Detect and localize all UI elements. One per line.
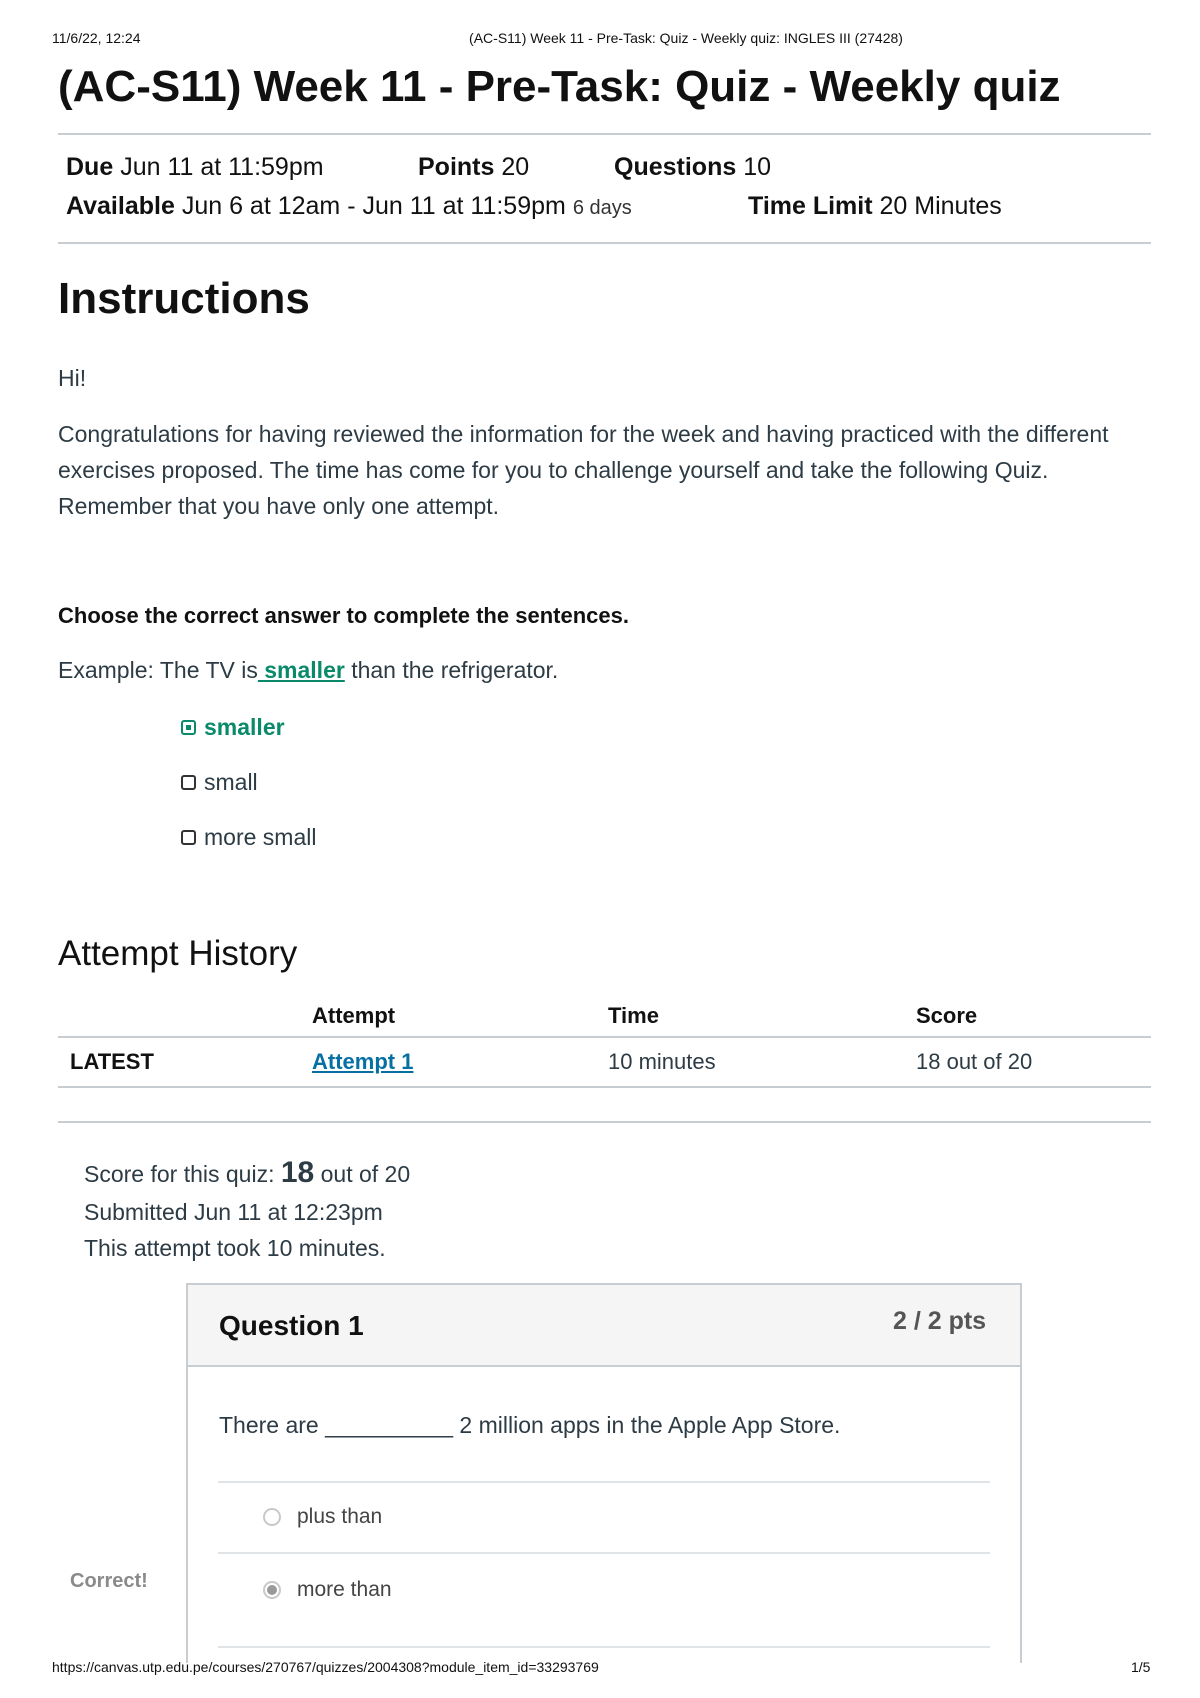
example-option-more-small (181, 824, 316, 851)
score-suffix: out of 20 (314, 1161, 411, 1187)
example-option-label: small (204, 769, 258, 795)
print-title: (AC-S11) Week 11 - Pre-Task: Quiz - Weekly quiz: INGLES III (27428) (469, 30, 903, 46)
question-title: Question 1 (219, 1310, 364, 1341)
example-prefix: Example: The TV is (58, 657, 258, 683)
answer-more-than (263, 1578, 392, 1602)
instructions-task: Choose the correct answer to complete the sentences. (58, 603, 629, 628)
attempt-duration: This attempt took 10 minutes. (84, 1235, 386, 1261)
history-divider (58, 1121, 1151, 1123)
answer-label: plus than (297, 1505, 383, 1528)
checkbox-icon (181, 830, 196, 845)
checked-box-icon (181, 720, 196, 735)
attempt-cell (300, 1037, 596, 1087)
submitted-time: Submitted Jun 11 at 12:23pm (84, 1199, 383, 1225)
questions-label: Questions (614, 153, 737, 181)
quiz-score (84, 1156, 410, 1190)
footer-page-number: 1/5 (1131, 1659, 1151, 1675)
due-meta (66, 153, 418, 182)
latest-tag: LATEST (58, 1037, 300, 1087)
questions-value: 10 (743, 153, 772, 181)
question-text: There are __________ 2 million apps in the Apple App Store. (219, 1412, 841, 1438)
example-option-small (181, 769, 258, 796)
footer-url: https://canvas.utp.edu.pe/courses/270767/quizzes/2004308?module_item_id=33293769 (52, 1659, 599, 1675)
questions-meta (614, 153, 771, 182)
answer-divider (218, 1646, 990, 1648)
available-duration: 6 days (572, 197, 632, 219)
column-header-score: Score (904, 996, 1151, 1037)
points-value: 20 (501, 153, 530, 181)
points-label: Points (418, 153, 495, 181)
quiz-meta-row-2 (66, 192, 1002, 221)
page-title: (AC-S11) Week 11 - Pre-Task: Quiz - Weekly quiz (58, 62, 1061, 111)
example-option-label: smaller (204, 714, 285, 740)
table-header-row (58, 996, 1151, 1037)
radio-selected-icon (263, 1581, 281, 1599)
question-points: 2 / 2 pts (893, 1307, 987, 1335)
example-sentence (58, 652, 1158, 688)
column-header-tag (58, 996, 300, 1037)
example-option-smaller (181, 714, 285, 741)
example-suffix: than the refrigerator. (344, 657, 559, 683)
correct-tag: Correct! (70, 1570, 148, 1592)
answer-plus-than (263, 1505, 382, 1529)
instructions-body: Congratulations for having reviewed the information for the week and having practiced with the different exercises proposed. The time has come for you to challenge yourself and take the following Quiz. Remember that you have only one attempt. (58, 421, 1109, 519)
example-answer: smaller (257, 657, 345, 683)
time-limit-value: 20 Minutes (879, 192, 1002, 220)
table-row (58, 1037, 1151, 1087)
checkbox-icon (181, 775, 196, 790)
quiz-meta-row-1 (66, 153, 771, 182)
points-meta (418, 153, 614, 182)
attempt-history-heading: Attempt History (58, 934, 298, 973)
score-cell: 18 out of 20 (904, 1037, 1151, 1087)
column-header-attempt: Attempt (300, 996, 596, 1037)
column-header-time: Time (596, 996, 904, 1037)
time-cell: 10 minutes (596, 1037, 904, 1087)
time-limit-meta (748, 192, 1002, 221)
instructions-heading: Instructions (58, 274, 310, 323)
title-divider (58, 133, 1151, 135)
time-limit-label: Time Limit (748, 192, 873, 220)
answer-divider (218, 1552, 990, 1554)
answer-label: more than (297, 1578, 392, 1601)
score-prefix: Score for this quiz: (84, 1161, 281, 1187)
attempt-1-link[interactable]: Attempt 1 (312, 1049, 414, 1074)
available-label: Available (66, 192, 175, 220)
available-meta (66, 192, 748, 221)
instructions-greeting: Hi! (58, 365, 87, 391)
available-value: Jun 6 at 12am - Jun 11 at 11:59pm (181, 192, 566, 220)
radio-icon (263, 1508, 281, 1526)
answer-divider (218, 1481, 990, 1483)
due-value: Jun 11 at 11:59pm (120, 153, 324, 181)
attempt-history-table (58, 996, 1151, 1088)
score-value: 18 (280, 1156, 315, 1189)
due-label: Due (66, 153, 114, 181)
example-option-label: more small (204, 824, 317, 850)
meta-divider (58, 242, 1151, 244)
print-date: 11/6/22, 12:24 (52, 30, 141, 46)
